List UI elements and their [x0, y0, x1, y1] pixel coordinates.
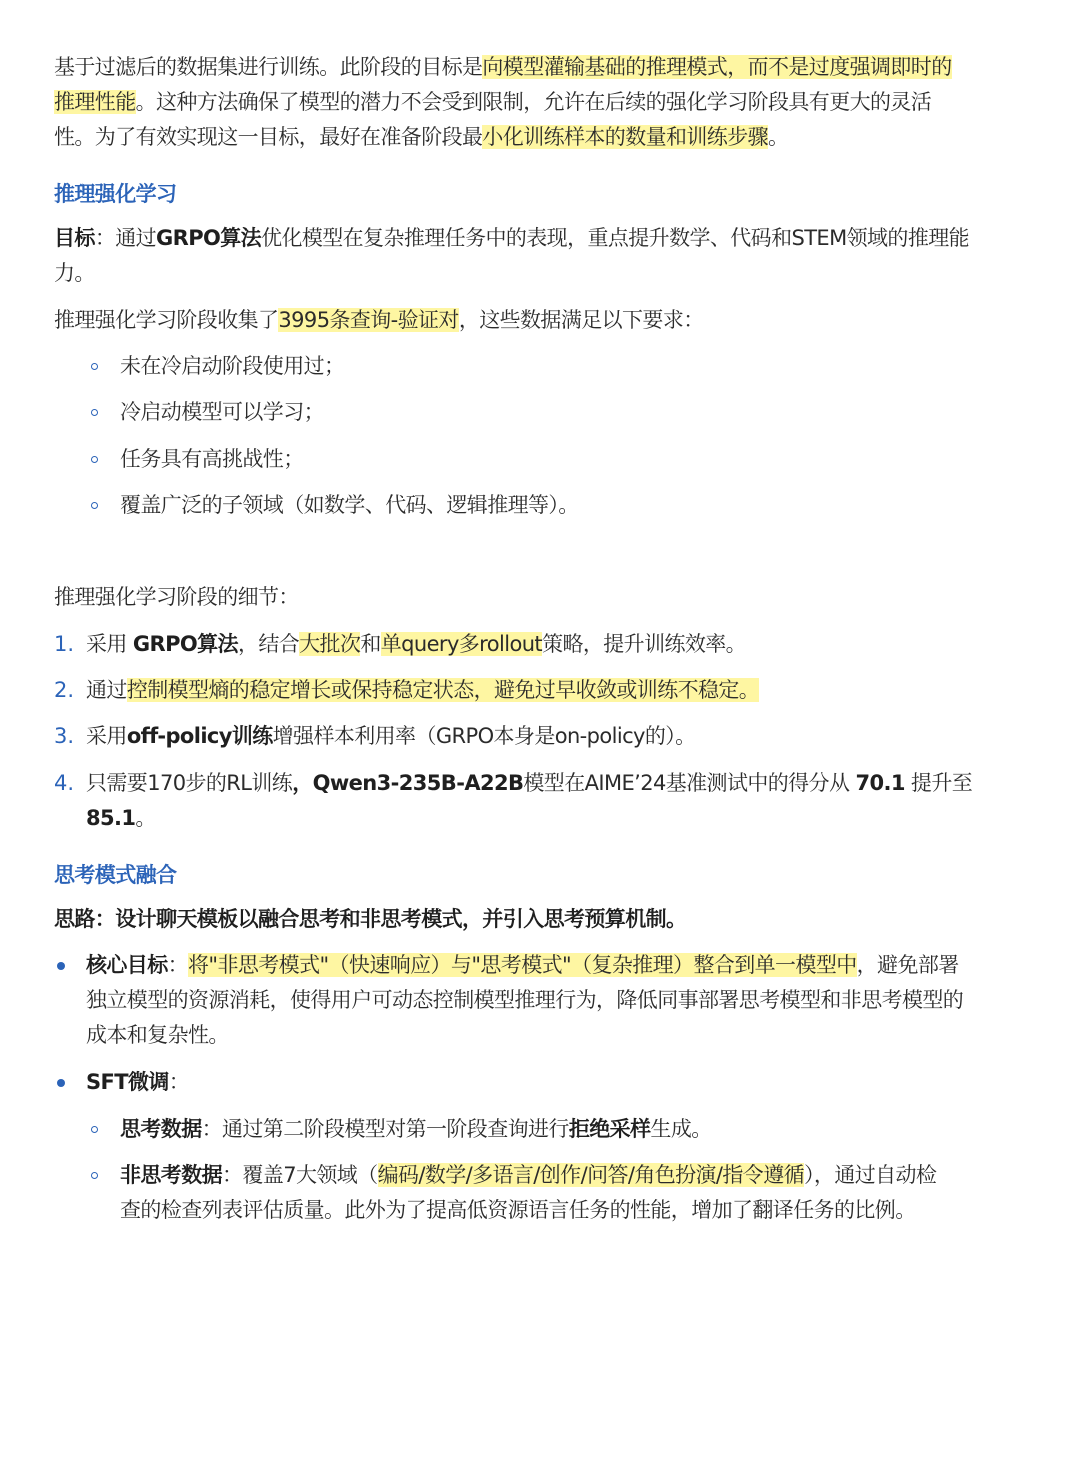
text: 和 [360, 632, 381, 656]
bold-text: SFT微调 [86, 1070, 169, 1094]
text: ），通过自动检 [804, 1163, 937, 1187]
list-item: 覆盖广泛的子领域（如数学、代码、逻辑推理等）。 [120, 493, 579, 517]
think-data-item [120, 1112, 712, 1146]
text: 推理强化学习阶段收集了 [54, 308, 279, 332]
bold-text: 非思考数据 [120, 1163, 222, 1187]
text: 策略，提升训练效率。 [542, 632, 747, 656]
text: 优化模型在复杂推理任务中的表现，重点提升数学、代码和STEM领域的推理能 [261, 226, 970, 250]
bold-text: GRPO算法 [156, 226, 262, 250]
bullet-icon [57, 1079, 65, 1087]
para1-line3 [54, 120, 788, 154]
text: ： [167, 953, 189, 977]
core-goal-line2: 独立模型的资源消耗，使得用户可动态控制模型推理行为，降低同事部署思考模型和非思考模型的 [86, 988, 964, 1012]
bold-text: off-policy训练 [126, 724, 273, 748]
highlight: 单query多rollout [380, 632, 543, 656]
bold-text: 思路：设计聊天模板以融合思考和非思考模式，并引入思考预算机制。 [54, 907, 687, 931]
text: ：通过第二阶段模型对第一阶段查询进行 [201, 1117, 569, 1141]
detail-item-4-line1 [86, 766, 972, 800]
goal-label: 目标 [54, 226, 95, 250]
list-number: 3. [54, 724, 75, 748]
rl-details-title: 推理强化学习阶段的细节： [54, 585, 299, 609]
highlight: 控制模型熵的稳定增长或保持稳定状态，避免过早收敛或训练不稳定。 [126, 678, 760, 702]
list-bullet-icon [91, 502, 98, 509]
list-bullet-icon [91, 1126, 98, 1133]
text: 采用 [86, 632, 133, 656]
text: 。 [135, 806, 156, 830]
text: 模型在AIME’24基准测试中的得分从 [523, 771, 856, 795]
text: 。 [768, 125, 789, 149]
sft-item [86, 1065, 189, 1099]
text: 提升至 [904, 771, 973, 795]
text: 基于过滤后的数据集进行训练。此阶段的目标是 [54, 55, 483, 79]
highlight: 推理性能 [54, 90, 136, 114]
list-bullet-icon [91, 363, 98, 370]
text: 采用 [86, 724, 127, 748]
text: ：通过 [94, 226, 157, 250]
core-goal-line3: 成本和复杂性。 [86, 1023, 229, 1047]
rl-goal-line1 [54, 221, 969, 255]
para1-line1 [54, 50, 952, 84]
section-heading-fusion: 思考模式融合 [54, 863, 177, 887]
bullet-icon [57, 962, 65, 970]
text: ，这些数据满足以下要求： [458, 308, 704, 332]
text: 只需要170步的RL训练 [86, 771, 293, 795]
list-number: 1. [54, 632, 75, 656]
text: ，结合 [237, 632, 300, 656]
text: ，避免部署 [856, 953, 959, 977]
para1-line2 [54, 85, 931, 119]
list-bullet-icon [91, 1172, 98, 1179]
detail-item-1 [86, 627, 746, 661]
bold-text: 核心目标 [86, 953, 168, 977]
bold-text: GRPO算法 [132, 632, 238, 656]
text: ： [168, 1070, 190, 1094]
highlight: 将"非思考模式"（快速响应）与"思考模式"（复杂推理）整合到单一模型中 [188, 953, 857, 977]
highlight: 3995条查询-验证对 [278, 308, 459, 332]
core-goal-line1 [86, 948, 959, 982]
highlight: 编码/数学/多语言/创作/问答/角色扮演/指令遵循 [377, 1163, 805, 1187]
detail-item-4-line2 [86, 801, 156, 835]
rl-goal-line2: 力。 [54, 261, 95, 285]
text: 通过 [86, 678, 127, 702]
list-number: 2. [54, 678, 75, 702]
detail-item-3 [86, 719, 696, 753]
list-bullet-icon [91, 409, 98, 416]
bold-text: 70.1 [855, 771, 905, 795]
text: 生成。 [650, 1117, 712, 1141]
list-bullet-icon [91, 456, 98, 463]
nothink-data-line1 [120, 1158, 936, 1192]
rl-collect-line [54, 303, 704, 337]
list-item: 未在冷启动阶段使用过； [120, 354, 345, 378]
bold-text: 思考数据 [120, 1117, 202, 1141]
text: 。这种方法确保了模型的潜力不会受到限制，允许在后续的强化学习阶段具有更大的灵活 [135, 90, 932, 114]
fusion-idea [54, 902, 686, 936]
section-heading-rl: 推理强化学习 [54, 182, 177, 206]
nothink-data-line2: 查的检查列表评估质量。此外为了提高低资源语言任务的性能，增加了翻译任务的比例。 [120, 1198, 916, 1222]
list-item: 任务具有高挑战性； [120, 447, 304, 471]
highlight: 小化训练样本的数量和训练步骤 [482, 125, 769, 149]
detail-item-2 [86, 673, 759, 707]
list-number: 4. [54, 771, 75, 795]
text: ：覆盖7大领域（ [222, 1163, 378, 1187]
bold-text: ，Qwen3-235B-A22B [292, 771, 524, 795]
list-item: 冷启动模型可以学习； [120, 400, 324, 424]
highlight: 向模型灌输基础的推理模式，而不是过度强调即时的 [482, 55, 952, 79]
bold-text: 拒绝采样 [568, 1117, 651, 1141]
highlight: 大批次 [299, 632, 361, 656]
text: 增强样本利用率（GRPO本身是on-policy的）。 [272, 724, 696, 748]
bold-text: 85.1 [86, 806, 136, 830]
text: 性。为了有效实现这一目标，最好在准备阶段最 [54, 125, 483, 149]
